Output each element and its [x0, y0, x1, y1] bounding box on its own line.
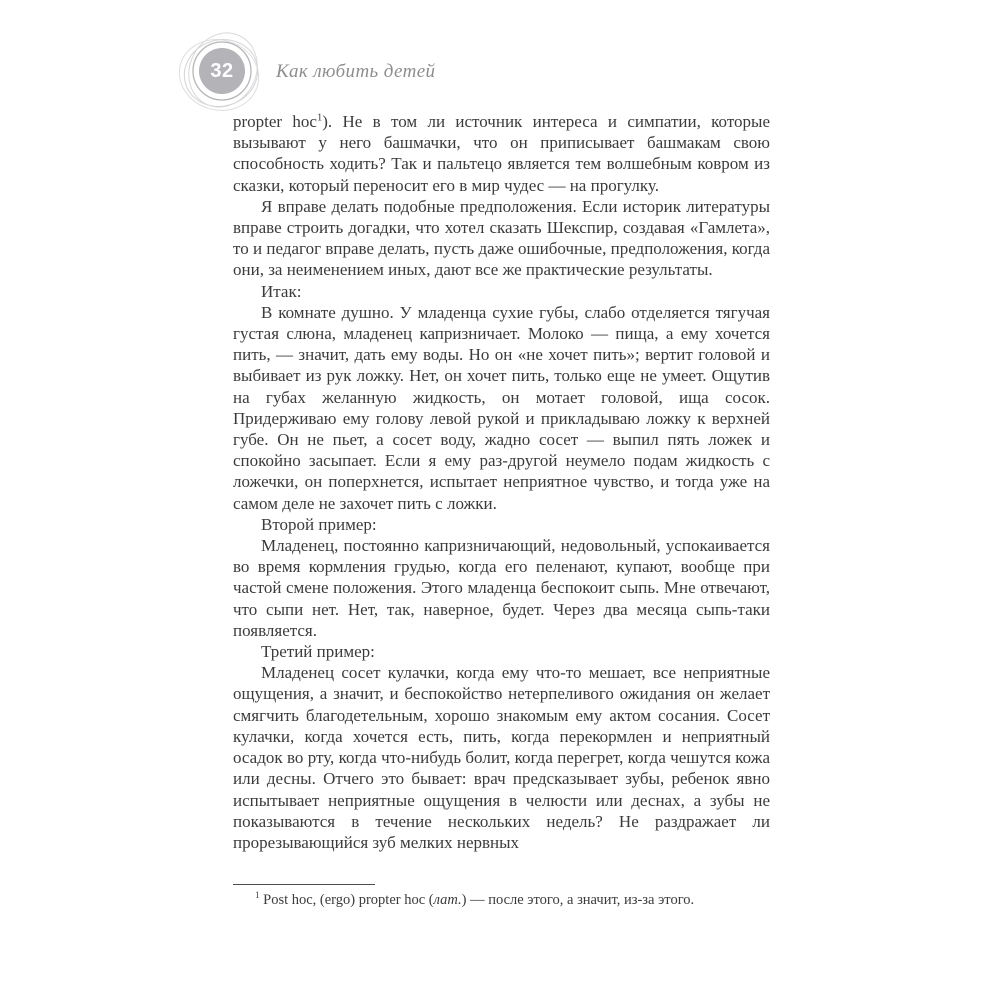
paragraph: Итак:: [261, 281, 302, 301]
paragraph: Третий пример:: [261, 642, 375, 662]
paragraph: Младенец, постоянно капризничающий, недовольный, успокаивается во время кормления грудью, когда его пеленают, купают, вообще при частой смене положения. Этого младенца беспокоит сыпь. Мне отвечают, что сыпи нет. Нет, так, наверное, будет. Через два месяца сыпь-таки появляется.: [233, 536, 770, 640]
footnote-text: $^1$ Post hoc, (ergo) propter hoc (лат.) — после этого, а значит, из-за этого.: [255, 890, 695, 908]
page-number: 32: [210, 59, 234, 82]
paragraph: propter hoc$^1$). Не в том ли источник интереса и симпатии, которые вызывают у него башмачки, что он приписывает башмакам свою способность ходить? Так и пальтецо является тем волшебным ковром из сказки, который переносит его в мир чудес — на прогулку.: [233, 112, 770, 195]
running-title: Как любить детей: [276, 61, 436, 82]
paragraph: Я вправе делать подобные предположения. Если историк литературы вправе строить догадки, что хотел сказать Шекспир, создавая «Гамлета», то и педагог вправе делать, пусть даже ошибочные, предположения, когда они, за неименением иных, дают все же практические результаты.: [233, 196, 770, 280]
footnote-marker: 1: [255, 890, 260, 901]
paragraph: Младенец сосет кулачки, когда ему что-то мешает, все неприятные ощущения, а значит, и беспокойство нетерпеливого ожидания он желает смягчить благодетельным, хорошо знакомым ему актом сосания. Сосет кулачки, когда хочется есть, пить, когда перекормлен и неприятный осадок во рту, когда что-нибудь болит, когда перегрет, когда чешутся кожа или десны. Отчего это бывает: врач предсказывает зубы, ребенок явно испытывает неприятные ощущения в челюсти или деснах, а зубы не показываются в течение нескольких недель? Не раздражает ли прорезывающийся зуб мелких нервных: [233, 663, 770, 852]
footnote: [233, 884, 770, 909]
paragraph: В комнате душно. У младенца сухие губы, слабо отделяется тягучая густая слюна, младенец капризничает. Молоко — пища, а ему хочется пить, — значит, дать ему воды. Но он «не хочет пить»; вертит головой и выбивает из рук ложку. Нет, он хочет пить, только еще не умеет. Ощутив на губах желанную жидкость, он мотает головой, ища сосок. Придерживаю ему голову левой рукой и прикладываю ложку к верхней губе. Он не пьет, а сосет воду, жадно сосет — выпил пять ложек и спокойно засыпает. Если я ему раз-другой неумело подам жидкость с ложечки, он поперхнется, испытает неприятное чувство, и тогда уже на самом деле не захочет пить с ложки.: [233, 302, 770, 513]
body-text: [233, 111, 770, 853]
paragraph: Второй пример:: [261, 514, 377, 534]
footnote-rule: [233, 884, 375, 885]
